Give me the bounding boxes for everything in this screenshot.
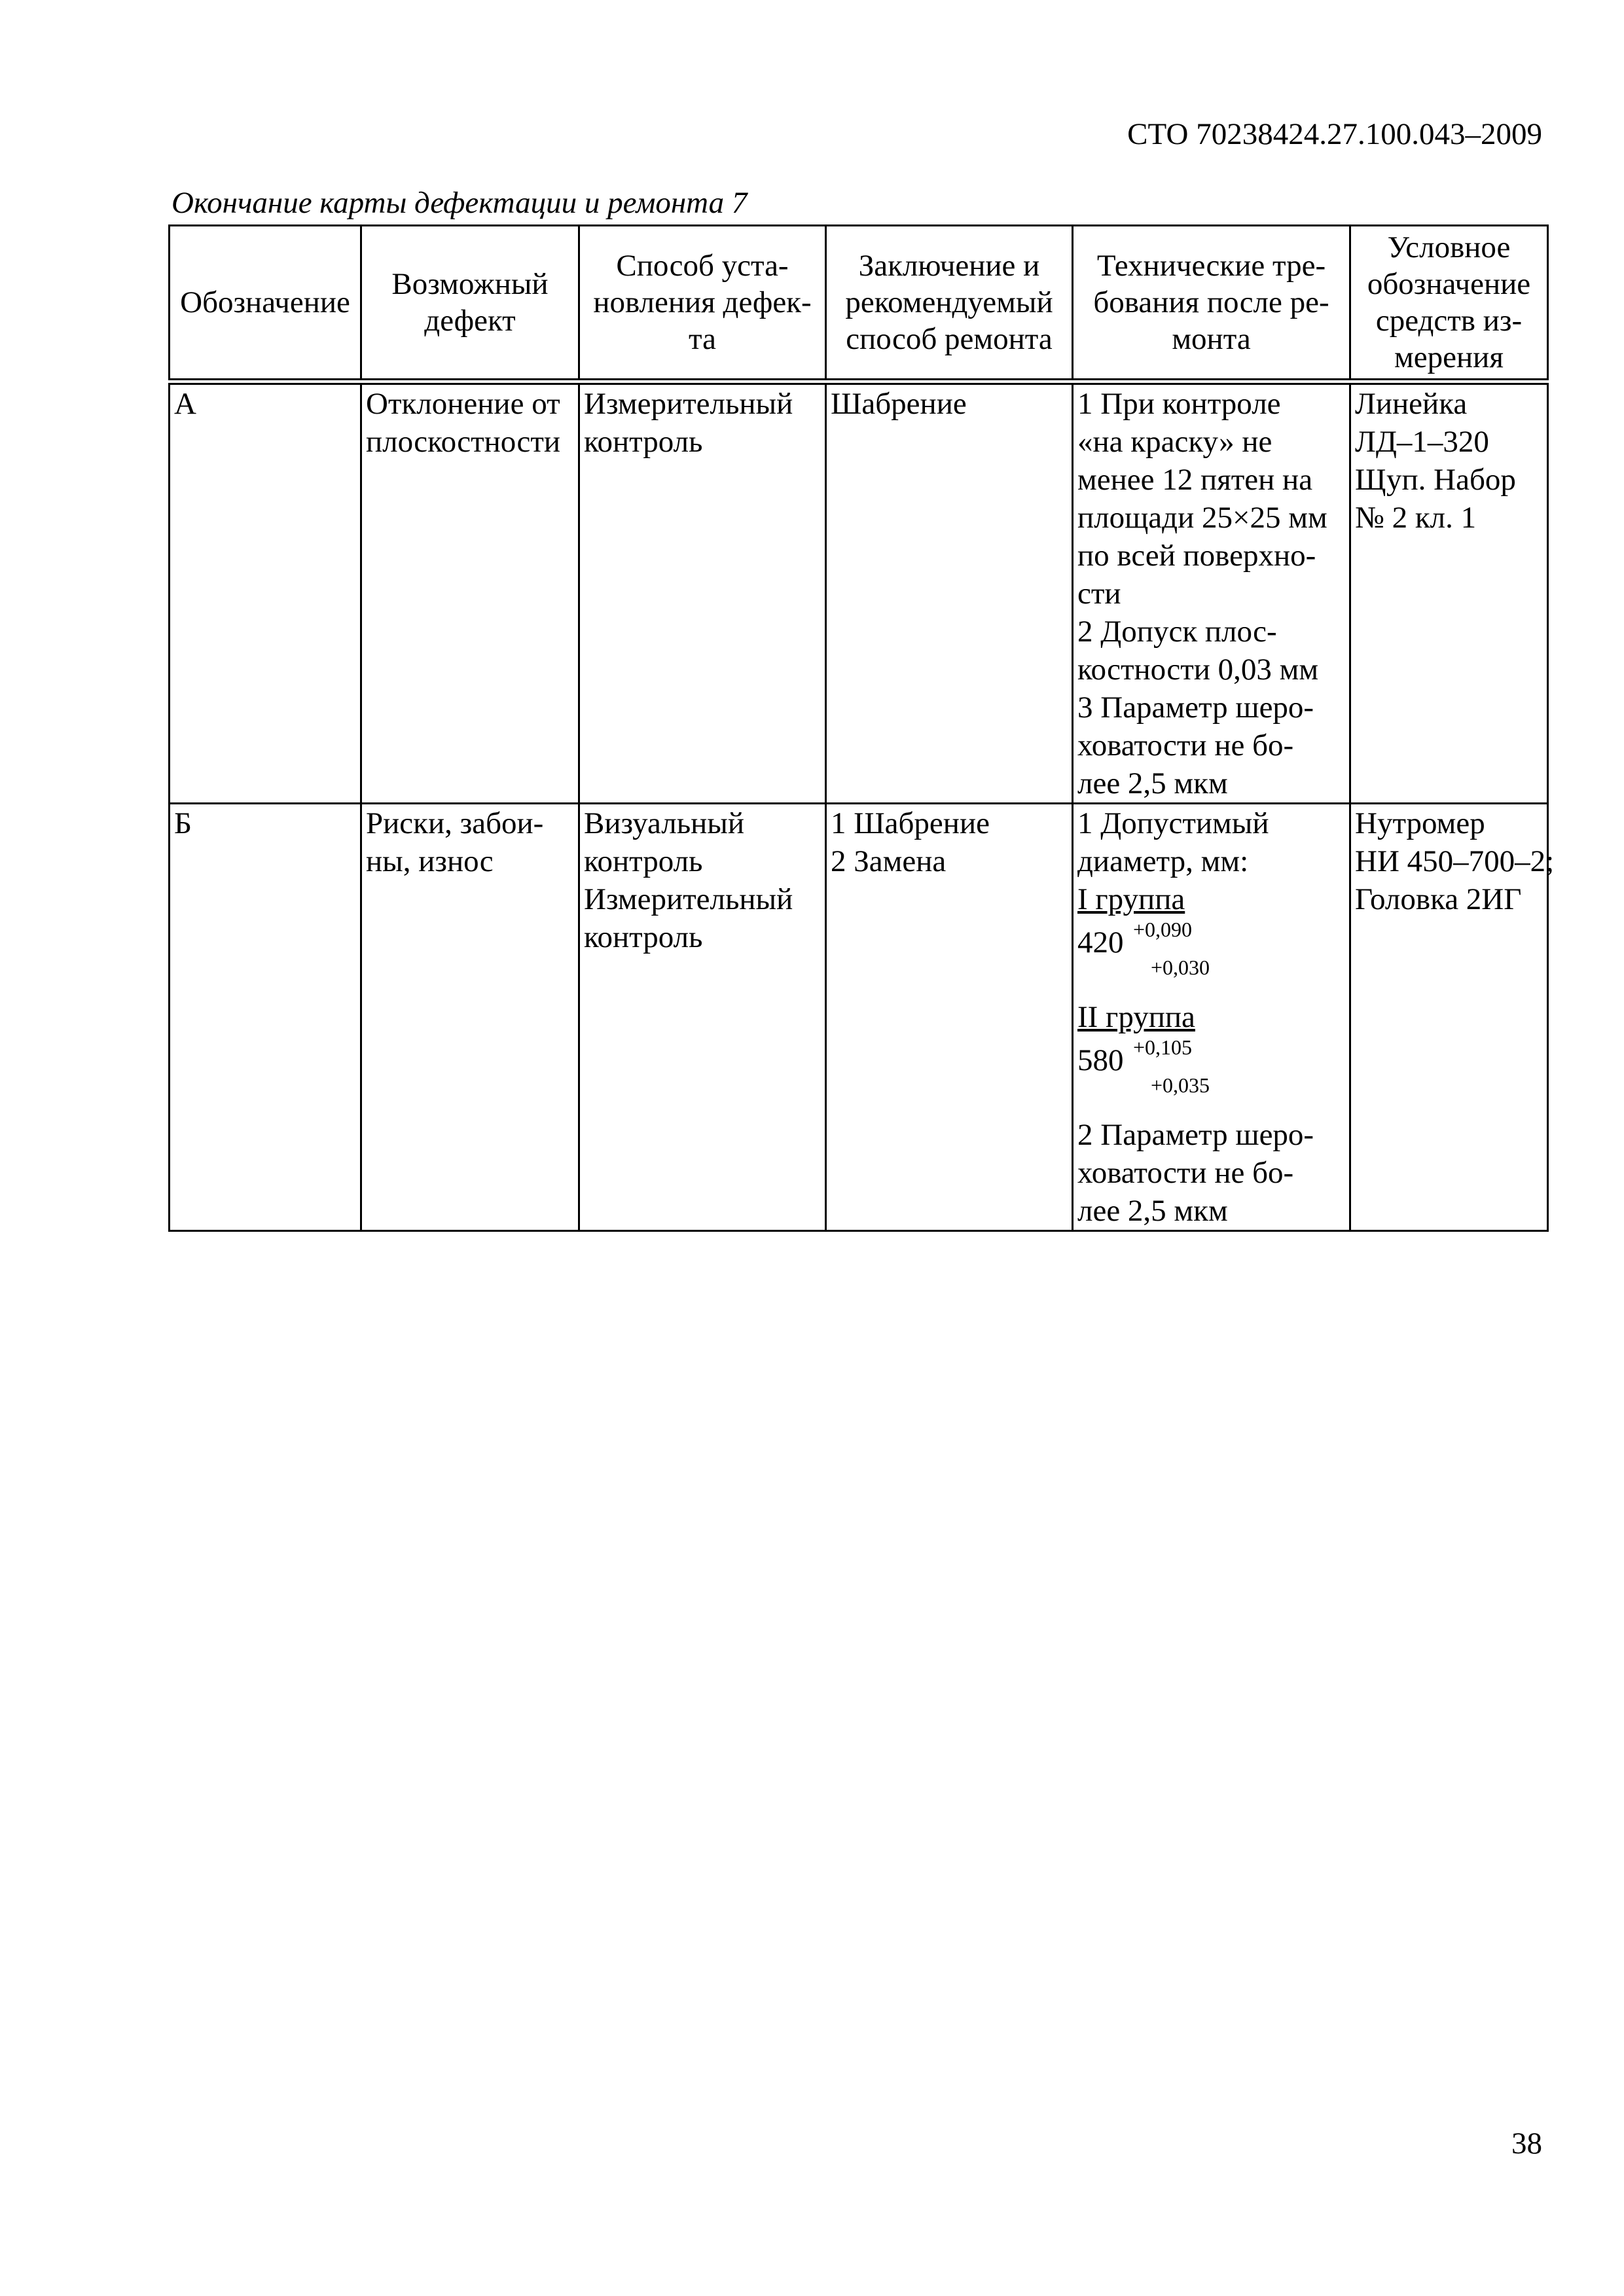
repair-line: Шабрение — [831, 387, 967, 421]
header-designation — [170, 226, 361, 382]
lower-deviation: +0,030 — [1151, 956, 1210, 979]
repair-line: 2 Замена — [831, 844, 947, 878]
cell-method — [579, 382, 826, 804]
requirement-line: ховатости не бо- — [1077, 728, 1294, 762]
header-line: Технические тре- — [1096, 249, 1326, 283]
header-conclusion-repair — [826, 226, 1073, 382]
header-line: дефект — [424, 304, 516, 338]
method-line: Измерительный — [584, 882, 793, 916]
cell-defect — [361, 804, 579, 1231]
header-line: обозначение — [1367, 267, 1531, 301]
instrument-line: НИ 450–700–2; — [1355, 844, 1555, 878]
diameter-tolerance — [1077, 918, 1345, 992]
nominal-diameter: 580 — [1077, 1043, 1124, 1077]
header-line: Способ уста- — [616, 249, 789, 283]
requirement-line: по всей поверхно- — [1077, 539, 1316, 573]
repair-line: 1 Шабрение — [831, 806, 990, 840]
cell-defect — [361, 382, 579, 804]
requirement-line: лее 2,5 мкм — [1077, 766, 1228, 800]
requirement-line: лее 2,5 мкм — [1077, 1194, 1228, 1228]
cell-instruments — [1350, 804, 1555, 1231]
cell-requirements — [1073, 804, 1350, 1231]
method-line: контроль — [584, 844, 703, 878]
upper-deviation: +0,090 — [1133, 918, 1193, 941]
method-line: Визуальный — [584, 806, 745, 840]
header-line: средств из- — [1375, 304, 1523, 338]
cell-method — [579, 804, 826, 1231]
cell-designation — [170, 382, 361, 804]
requirement-line: менее 12 пятен на — [1077, 463, 1313, 497]
cell-designation — [170, 804, 361, 1231]
instrument-line: № 2 кл. 1 — [1355, 501, 1477, 535]
header-detection-method — [579, 226, 826, 382]
requirement-line: 1 При контроле — [1077, 387, 1281, 421]
header-line: Условное — [1387, 230, 1511, 264]
header-line: мерения — [1394, 340, 1504, 374]
header-possible-defect — [361, 226, 579, 382]
header-line: Заключение и — [858, 249, 1040, 283]
instrument-line: Линейка — [1355, 387, 1468, 421]
page-number: 38 — [1511, 2126, 1542, 2161]
header-line: бования после ре- — [1093, 285, 1329, 319]
method-line: Измерительный — [584, 387, 793, 421]
nominal-diameter: 420 — [1077, 925, 1124, 960]
requirement-line: 1 Допустимый — [1077, 806, 1269, 840]
instrument-line: ЛД–1–320 — [1355, 425, 1489, 459]
requirement-line: 2 Параметр шеро- — [1077, 1118, 1314, 1152]
defect-line: Отклонение от — [366, 387, 560, 421]
cell-repair — [826, 382, 1073, 804]
cell-instruments — [1350, 382, 1548, 804]
header-line: монта — [1172, 322, 1251, 356]
instrument-line: Нутромер — [1355, 806, 1485, 840]
method-line: контроль — [584, 425, 703, 459]
table-row-b — [170, 804, 1548, 1231]
document-code: СТО 70238424.27.100.043–2009 — [1127, 117, 1542, 151]
requirement-line: костности 0,03 мм — [1077, 653, 1319, 687]
header-line: Обозначение — [180, 285, 350, 319]
requirement-line: 2 Допуск плос- — [1077, 615, 1277, 649]
group-label: II группа — [1077, 1000, 1195, 1034]
designation-text: Б — [174, 806, 192, 840]
table-caption: Окончание карты дефектации и ремонта 7 — [171, 186, 748, 220]
instrument-line: Головка 2ИГ — [1355, 882, 1522, 916]
defect-line: ны, износ — [366, 844, 494, 878]
header-measuring-instruments — [1350, 226, 1548, 382]
header-technical-requirements — [1073, 226, 1350, 382]
header-line: та — [689, 322, 716, 356]
requirement-line: ховатости не бо- — [1077, 1156, 1294, 1190]
method-line: контроль — [584, 920, 703, 954]
designation-text: А — [174, 387, 196, 421]
requirement-line: 3 Параметр шеро- — [1077, 691, 1314, 725]
header-line: способ ремонта — [846, 322, 1053, 356]
defect-repair-table — [168, 224, 1555, 1232]
defect-line: Риски, забои- — [366, 806, 544, 840]
cell-requirements — [1073, 382, 1350, 804]
requirement-line: диаметр, мм: — [1077, 844, 1249, 878]
upper-deviation: +0,105 — [1133, 1035, 1193, 1059]
lower-deviation: +0,035 — [1151, 1073, 1210, 1097]
header-line: рекомендуемый — [845, 285, 1053, 319]
requirement-line: площади 25×25 мм — [1077, 501, 1327, 535]
requirement-line: сти — [1077, 577, 1121, 611]
instrument-line: Щуп. Набор — [1355, 463, 1516, 497]
table-row-a — [170, 382, 1548, 804]
group-label: I группа — [1077, 882, 1185, 916]
defect-line: плоскостности — [366, 425, 561, 459]
header-line: новления дефек- — [593, 285, 812, 319]
diameter-tolerance — [1077, 1036, 1345, 1109]
table-header-row — [170, 226, 1548, 382]
requirement-line: «на краску» не — [1077, 425, 1272, 459]
header-line: Возможный — [391, 267, 549, 301]
cell-repair — [826, 804, 1073, 1231]
